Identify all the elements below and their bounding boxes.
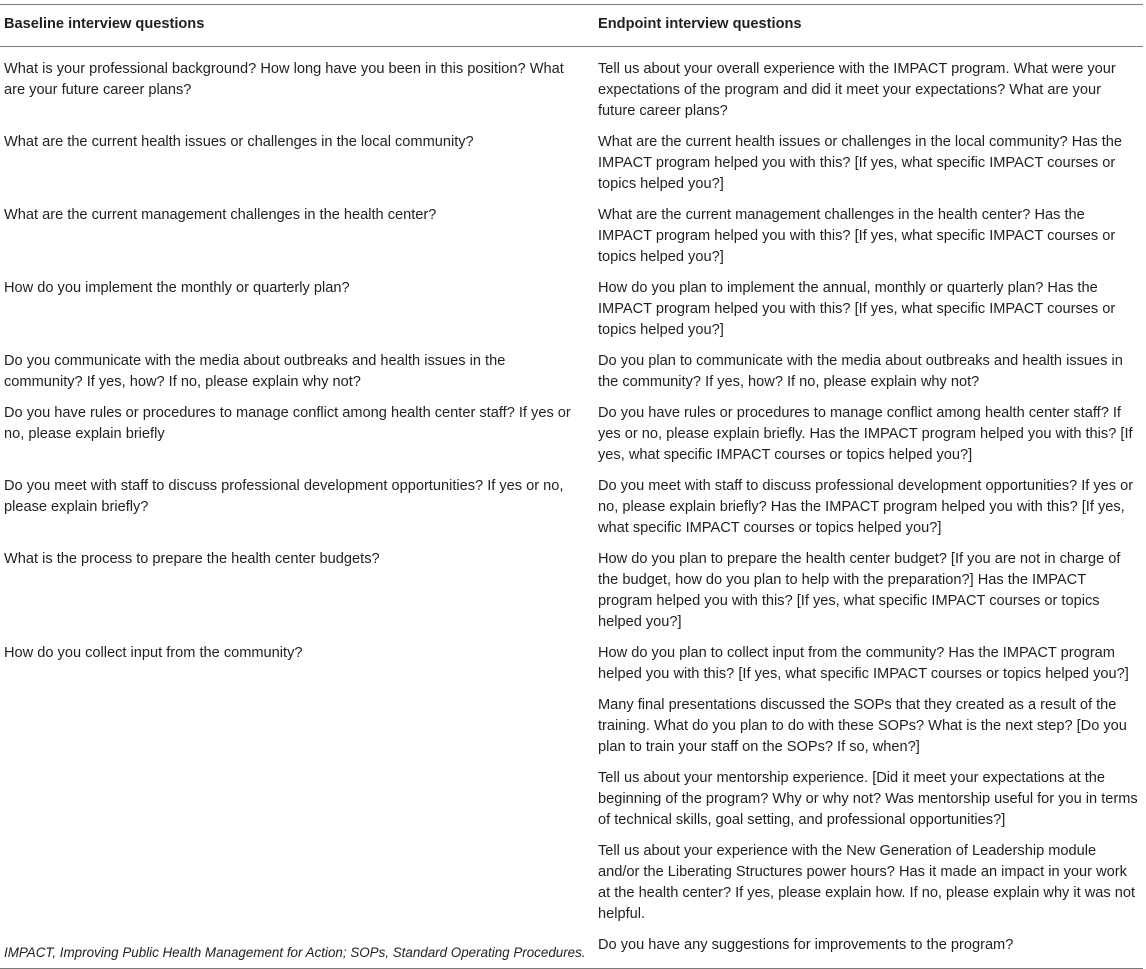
table-row: [0, 471, 1143, 544]
baseline-question: What are the current management challenges in the health center?: [4, 207, 437, 223]
endpoint-question: Tell us about your mentorship experience. [Did it meet your expectations at the beginning of the program? Why or why not? Was mentorship useful for you in terms of technical skills, goal setting, and professional opportunities?]: [598, 770, 1138, 828]
endpoint-question: Do you have any suggestions for improvements to the program?: [592, 930, 1143, 969]
endpoint-question: How do you plan to prepare the health center budget? [If you are not in charge of the budget, how do you plan to help with the preparation?] Has the IMPACT program helped you with this? [If yes, what specific IMPACT courses or topics helped you?]: [598, 551, 1121, 630]
baseline-question: [0, 690, 592, 763]
header-baseline: Baseline interview questions: [0, 5, 592, 47]
baseline-question: Do you communicate with the media about outbreaks and health issues in the community? If yes, how? If no, please explain why not?: [4, 353, 506, 390]
baseline-question: Do you have rules or procedures to manage conflict among health center staff? If yes or no, please explain briefly: [4, 405, 571, 442]
endpoint-question: What are the current health issues or challenges in the local community? Has the IMPACT program helped you with this? [If yes, what specific IMPACT courses or topics helped you?]: [598, 134, 1123, 192]
endpoint-question: How do you plan to collect input from the community? Has the IMPACT program helped you with this? [If yes, what specific IMPACT courses or topics helped you?]: [598, 645, 1129, 682]
endpoint-question: What are the current management challenges in the health center? Has the IMPACT program helped you with this? [If yes, what specific IMPACT courses or topics helped you?]: [598, 207, 1116, 265]
baseline-question: [0, 836, 592, 930]
baseline-question: What is the process to prepare the health center budgets?: [4, 551, 380, 567]
table-row: [0, 544, 1143, 638]
table-row: [0, 346, 1143, 398]
endpoint-question: Do you meet with staff to discuss professional development opportunities? If yes or no, please explain briefly? Has the IMPACT program helped you with this? [If yes, what specific IMPACT courses or topics helped you?]: [598, 478, 1134, 536]
table-row: [0, 47, 1143, 128]
baseline-question: Do you meet with staff to discuss professional development opportunities? If yes or no, please explain briefly?: [4, 478, 564, 515]
endpoint-question: Do you plan to communicate with the media about outbreaks and health issues in the community? If yes, how? If no, please explain why not?: [598, 353, 1123, 390]
baseline-question: How do you collect input from the community?: [4, 645, 303, 661]
baseline-question: [0, 763, 592, 836]
table-row: [0, 763, 1143, 836]
table-row: [0, 127, 1143, 200]
table-row: [0, 836, 1143, 930]
table-row: [0, 638, 1143, 690]
endpoint-question: Many final presentations discussed the SOPs that they created as a result of the training. What do you plan to do with these SOPs? What is the next step? [Do you plan to train your staff on the SOPs? If so, when?]: [598, 697, 1127, 755]
header-row: [0, 5, 1143, 47]
interview-questions-table: [0, 4, 1143, 969]
baseline-question: How do you implement the monthly or quarterly plan?: [4, 280, 350, 296]
table-footnote: IMPACT, Improving Public Health Management for Action; SOPs, Standard Operating Procedures.: [4, 945, 586, 960]
table-body: [0, 47, 1143, 969]
table-header: [0, 5, 1143, 47]
endpoint-question: Tell us about your experience with the New Generation of Leadership module and/or the Liberating Structures power hours? Has it made an impact in your work at the health center? If yes, please explain how. If no, please explain why it was not helpful.: [598, 843, 1136, 922]
endpoint-question: Do you have rules or procedures to manage conflict among health center staff? If yes or no, please explain briefly. Has the IMPACT program helped you with this? [If yes, what specific IMPACT courses or topics helped you?]: [598, 405, 1133, 463]
endpoint-question: How do you plan to implement the annual, monthly or quarterly plan? Has the IMPACT program helped you with this? [If yes, what specific IMPACT courses or topics helped you?]: [598, 280, 1116, 338]
table-row: [0, 690, 1143, 763]
baseline-question: What is your professional background? How long have you been in this position? What are your future career plans?: [4, 61, 564, 98]
table-row: [0, 200, 1143, 273]
endpoint-question: Tell us about your overall experience with the IMPACT program. What were your expectations of the program and did it meet your expectations? What are your future career plans?: [598, 61, 1116, 119]
baseline-question: What are the current health issues or challenges in the local community?: [4, 134, 474, 150]
table-row: [0, 273, 1143, 346]
table-row: [0, 398, 1143, 471]
header-endpoint: Endpoint interview questions: [592, 5, 1143, 47]
